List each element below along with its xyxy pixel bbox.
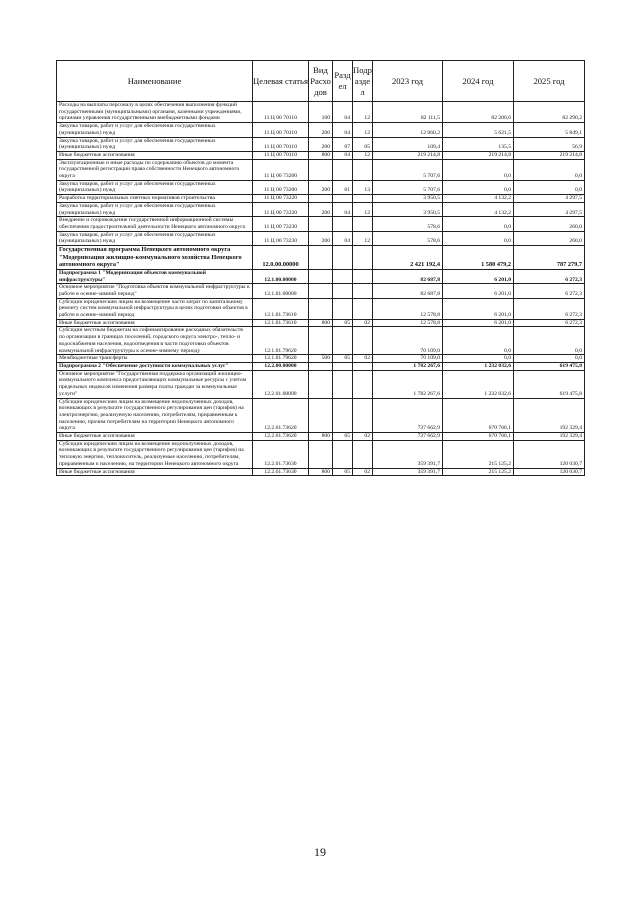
row-2023-cell: 737 662,9 bbox=[373, 398, 443, 433]
row-subsection-cell bbox=[353, 362, 373, 370]
row-name-cell: Закупка товаров, работ и услуг для обеспечения государственных (муниципальных) нужд bbox=[57, 137, 253, 151]
budget-table bbox=[56, 60, 585, 476]
row-2023-cell: 70 109,0 bbox=[373, 355, 443, 363]
row-target-cell: 12.1.01.79620 bbox=[253, 327, 309, 355]
row-kind-cell bbox=[309, 195, 333, 203]
table-row bbox=[57, 433, 585, 441]
row-name-cell: Иные бюджетные ассигнования bbox=[57, 151, 253, 159]
row-subsection-cell: 05 bbox=[353, 137, 373, 151]
row-2025-cell: 787 279,7 bbox=[514, 246, 585, 270]
table-row bbox=[57, 398, 585, 433]
row-subsection-cell: 12 bbox=[353, 102, 373, 123]
row-2025-cell: 6 272,3 bbox=[514, 298, 585, 319]
row-2023-cell: 3 950,5 bbox=[373, 195, 443, 203]
header-section: Разд ел bbox=[333, 61, 353, 102]
row-name-cell: Государственная программа Ненецкого автономного округа "Модернизация жилищно-коммунального хозяйства Ненецкого автономного округа" bbox=[57, 246, 253, 270]
row-name-cell: Закупка товаров, работ и услуг для обеспечения государственных (муниципальных) нужд bbox=[57, 202, 253, 216]
row-section-cell bbox=[333, 370, 353, 398]
row-section-cell bbox=[333, 398, 353, 433]
header-subsection: Подр азде л bbox=[353, 61, 373, 102]
row-section-cell bbox=[333, 362, 353, 370]
table-row bbox=[57, 298, 585, 319]
row-name-cell: Закупка товаров, работ и услуг для обеспечения государственных (муниципальных) нужд bbox=[57, 231, 253, 245]
row-2023-cell: 359 391,7 bbox=[373, 440, 443, 468]
row-name-cell: Субсидии юридическим лицам на возмещение части затрат по капитальному ремонту систем коммунальной инфраструктуры в целях подготовки объектов к работе в осенне-зимний период bbox=[57, 298, 253, 319]
row-kind-cell bbox=[309, 298, 333, 319]
row-name-cell: Субсидии местным бюджетам на софинансирование расходных обязательств по организации в границах поселений, городского округа электро-, тепло- и водоснабжения населения, водоотведения в части подготовки объектов коммунальной инфраструктуры к осенне-зимнему периоду bbox=[57, 327, 253, 355]
row-2024-cell: 215 125,2 bbox=[443, 468, 514, 476]
row-2025-cell: 619 475,8 bbox=[514, 370, 585, 398]
row-2025-cell: 260,0 bbox=[514, 217, 585, 231]
row-2025-cell: 192 329,4 bbox=[514, 433, 585, 441]
row-section-cell: 04 bbox=[333, 202, 353, 216]
row-2025-cell: 219 214,8 bbox=[514, 151, 585, 159]
header-target: Целевая статья bbox=[253, 61, 309, 102]
row-subsection-cell: 12 bbox=[353, 231, 373, 245]
row-2023-cell: 82 111,5 bbox=[373, 102, 443, 123]
row-2024-cell: 6 201,0 bbox=[443, 269, 514, 283]
row-name-cell: Расходы на выплаты персоналу в целях обеспечения выполнения функций государственными (муниципальными) органами, казенными учреждениями, органами управления государственными внебюджетными фондами bbox=[57, 102, 253, 123]
row-kind-cell bbox=[309, 159, 333, 180]
table-row bbox=[57, 370, 585, 398]
row-name-cell: Закупка товаров, работ и услуг для обеспечения государственных (муниципальных) нужд bbox=[57, 123, 253, 137]
row-name-cell: Подпрограмма 2 "Обеспечение доступности коммунальных услуг" bbox=[57, 362, 253, 370]
row-section-cell bbox=[333, 195, 353, 203]
row-section-cell: 04 bbox=[333, 151, 353, 159]
row-section-cell: 04 bbox=[333, 123, 353, 137]
row-name-cell: Основное мероприятие "Государственная поддержка организаций жилищно-коммунального комплекса предоставляющих коммунальные ресурсы с учетом предельных индексов изменения размера платы граждан за коммунальные услуги" bbox=[57, 370, 253, 398]
row-2023-cell: 5 707,6 bbox=[373, 159, 443, 180]
row-2024-cell: 0,0 bbox=[443, 231, 514, 245]
row-subsection-cell: 02 bbox=[353, 468, 373, 476]
row-2024-cell: 82 200,6 bbox=[443, 102, 514, 123]
table-row bbox=[57, 327, 585, 355]
row-2025-cell: 6 272,3 bbox=[514, 319, 585, 327]
row-2024-cell: 0,0 bbox=[443, 217, 514, 231]
row-section-cell bbox=[333, 440, 353, 468]
row-section-cell bbox=[333, 159, 353, 180]
row-subsection-cell bbox=[353, 327, 373, 355]
row-target-cell: 11 Ц 00 70110 bbox=[253, 123, 309, 137]
table-row bbox=[57, 231, 585, 245]
row-kind-cell: 800 bbox=[309, 151, 333, 159]
row-2024-cell: 4 132,2 bbox=[443, 202, 514, 216]
table-row bbox=[57, 151, 585, 159]
row-subsection-cell: 12 bbox=[353, 123, 373, 137]
header-name: Наименование bbox=[57, 61, 253, 102]
row-section-cell: 01 bbox=[333, 180, 353, 194]
row-2025-cell: 192 329,4 bbox=[514, 398, 585, 433]
row-2023-cell: 578,6 bbox=[373, 217, 443, 231]
row-2023-cell: 737 662,9 bbox=[373, 433, 443, 441]
row-2025-cell: 6 272,3 bbox=[514, 284, 585, 298]
row-kind-cell bbox=[309, 362, 333, 370]
row-target-cell: 11 Ц 00 70110 bbox=[253, 102, 309, 123]
row-2024-cell: 5 621,5 bbox=[443, 123, 514, 137]
row-2024-cell: 670 766,1 bbox=[443, 433, 514, 441]
row-subsection-cell: 02 bbox=[353, 355, 373, 363]
row-2024-cell: 0,0 bbox=[443, 180, 514, 194]
row-name-cell: Закупка товаров, работ и услуг для обеспечения государственных (муниципальных) нужд bbox=[57, 180, 253, 194]
row-2025-cell: 619 475,8 bbox=[514, 362, 585, 370]
row-name-cell: Разработка территориальных сметных нормативов строительства bbox=[57, 195, 253, 203]
row-2023-cell: 578,6 bbox=[373, 231, 443, 245]
row-kind-cell: 200 bbox=[309, 123, 333, 137]
row-target-cell: 11 Ц 00 70110 bbox=[253, 137, 309, 151]
row-target-cell: 12.2.01.73620 bbox=[253, 398, 309, 433]
table-row bbox=[57, 319, 585, 327]
row-2023-cell: 1 782 267,6 bbox=[373, 362, 443, 370]
row-2025-cell: 120 030,7 bbox=[514, 440, 585, 468]
row-target-cell: 11 Ц 00 73200 bbox=[253, 159, 309, 180]
row-section-cell: 05 bbox=[333, 319, 353, 327]
row-target-cell: 11 Ц 00 73230 bbox=[253, 217, 309, 231]
row-target-cell: 11 Ц 00 70110 bbox=[253, 151, 309, 159]
table-row bbox=[57, 440, 585, 468]
row-2024-cell: 0,0 bbox=[443, 327, 514, 355]
row-target-cell: 12.2.00.00000 bbox=[253, 362, 309, 370]
header-kind: Вид Расхо дов bbox=[309, 61, 333, 102]
row-kind-cell bbox=[309, 284, 333, 298]
table-body bbox=[57, 102, 585, 476]
row-2025-cell: 0,0 bbox=[514, 159, 585, 180]
table-row bbox=[57, 246, 585, 270]
row-name-cell: Иные бюджетные ассигнования bbox=[57, 433, 253, 441]
row-kind-cell bbox=[309, 269, 333, 283]
row-2023-cell: 82 687,8 bbox=[373, 284, 443, 298]
row-name-cell: Основное мероприятие "Подготовка объектов коммунальной инфраструктуры к работе в осенне-зимний период" bbox=[57, 284, 253, 298]
row-2023-cell: 5 707,6 bbox=[373, 180, 443, 194]
row-subsection-cell: 02 bbox=[353, 319, 373, 327]
row-target-cell: 12.2.01.00000 bbox=[253, 370, 309, 398]
row-section-cell bbox=[333, 269, 353, 283]
row-target-cell: 12.1.01.79620 bbox=[253, 355, 309, 363]
row-kind-cell: 800 bbox=[309, 433, 333, 441]
table-row bbox=[57, 137, 585, 151]
row-2024-cell: 6 201,0 bbox=[443, 319, 514, 327]
row-target-cell: 12.2.01.73630 bbox=[253, 440, 309, 468]
row-2024-cell: 4 132,2 bbox=[443, 195, 514, 203]
row-2024-cell: 6 201,0 bbox=[443, 298, 514, 319]
table-row bbox=[57, 217, 585, 231]
row-target-cell: 12.1.01.73610 bbox=[253, 319, 309, 327]
row-target-cell: 12.2.01.73620 bbox=[253, 433, 309, 441]
row-subsection-cell bbox=[353, 217, 373, 231]
row-name-cell: Внедрение и сопровождение государственной информационной системы обеспечения градостроительной деятельности Ненецкого автономного округа bbox=[57, 217, 253, 231]
row-kind-cell: 100 bbox=[309, 102, 333, 123]
row-kind-cell bbox=[309, 398, 333, 433]
row-subsection-cell bbox=[353, 246, 373, 270]
row-kind-cell: 800 bbox=[309, 468, 333, 476]
row-2024-cell: 6 201,0 bbox=[443, 284, 514, 298]
table-row bbox=[57, 355, 585, 363]
row-subsection-cell bbox=[353, 159, 373, 180]
row-section-cell bbox=[333, 327, 353, 355]
row-subsection-cell: 13 bbox=[353, 180, 373, 194]
row-section-cell bbox=[333, 246, 353, 270]
row-kind-cell bbox=[309, 217, 333, 231]
row-section-cell bbox=[333, 217, 353, 231]
row-2024-cell: 670 766,1 bbox=[443, 398, 514, 433]
row-kind-cell: 200 bbox=[309, 231, 333, 245]
page-number: 19 bbox=[314, 845, 326, 859]
row-2023-cell: 70 109,0 bbox=[373, 327, 443, 355]
row-2023-cell: 1 782 267,6 bbox=[373, 370, 443, 398]
row-2023-cell: 219 214,8 bbox=[373, 151, 443, 159]
table-row bbox=[57, 202, 585, 216]
row-2025-cell: 0,0 bbox=[514, 327, 585, 355]
row-2025-cell: 82 290,2 bbox=[514, 102, 585, 123]
table-row bbox=[57, 269, 585, 283]
row-section-cell bbox=[333, 298, 353, 319]
row-section-cell: 05 bbox=[333, 433, 353, 441]
row-subsection-cell: 12 bbox=[353, 151, 373, 159]
table-row bbox=[57, 159, 585, 180]
row-2024-cell: 215 125,2 bbox=[443, 440, 514, 468]
header-2025: 2025 год bbox=[514, 61, 585, 102]
row-target-cell: 12.1.01.00000 bbox=[253, 284, 309, 298]
row-section-cell: 04 bbox=[333, 231, 353, 245]
row-2024-cell: 1 232 032,6 bbox=[443, 362, 514, 370]
row-target-cell: 11 Ц 00 73200 bbox=[253, 180, 309, 194]
row-subsection-cell: 02 bbox=[353, 433, 373, 441]
row-2024-cell: 0,0 bbox=[443, 355, 514, 363]
row-subsection-cell bbox=[353, 370, 373, 398]
row-name-cell: Подпрограмма 1 "Модернизация объектов коммунальной инфраструктуры" bbox=[57, 269, 253, 283]
table-row bbox=[57, 180, 585, 194]
row-target-cell: 12.0.00.00000 bbox=[253, 246, 309, 270]
budget-sheet bbox=[56, 60, 584, 476]
table-row bbox=[57, 468, 585, 476]
row-name-cell: Иные бюджетные ассигнования bbox=[57, 319, 253, 327]
row-subsection-cell bbox=[353, 398, 373, 433]
row-subsection-cell bbox=[353, 440, 373, 468]
row-target-cell: 11 Ц 00 73230 bbox=[253, 231, 309, 245]
row-section-cell: 05 bbox=[333, 468, 353, 476]
row-subsection-cell bbox=[353, 195, 373, 203]
header-2023: 2023 год bbox=[373, 61, 443, 102]
row-subsection-cell bbox=[353, 298, 373, 319]
row-2023-cell: 3 950,5 bbox=[373, 202, 443, 216]
table-row bbox=[57, 102, 585, 123]
row-target-cell: 12.2.01.73630 bbox=[253, 468, 309, 476]
row-section-cell: 05 bbox=[333, 355, 353, 363]
row-2024-cell: 135,5 bbox=[443, 137, 514, 151]
row-2025-cell: 5 849,1 bbox=[514, 123, 585, 137]
row-kind-cell: 200 bbox=[309, 137, 333, 151]
row-kind-cell: 200 bbox=[309, 180, 333, 194]
row-kind-cell: 200 bbox=[309, 202, 333, 216]
table-row bbox=[57, 123, 585, 137]
row-target-cell: 12.1.01.73610 bbox=[253, 298, 309, 319]
row-section-cell bbox=[333, 284, 353, 298]
row-kind-cell: 500 bbox=[309, 355, 333, 363]
row-subsection-cell bbox=[353, 269, 373, 283]
row-name-cell: Иные бюджетные ассигнования bbox=[57, 468, 253, 476]
row-2023-cell: 2 421 192,4 bbox=[373, 246, 443, 270]
row-name-cell: Межбюджетные трансферты bbox=[57, 355, 253, 363]
row-2023-cell: 12 578,8 bbox=[373, 319, 443, 327]
row-2025-cell: 260,0 bbox=[514, 231, 585, 245]
row-target-cell: 11 Ц 00 73220 bbox=[253, 195, 309, 203]
row-2025-cell: 0,0 bbox=[514, 180, 585, 194]
row-2024-cell: 0,0 bbox=[443, 159, 514, 180]
table-header-row bbox=[57, 61, 585, 102]
row-2023-cell: 82 687,8 bbox=[373, 269, 443, 283]
row-2025-cell: 120 030,7 bbox=[514, 468, 585, 476]
row-2025-cell: 4 297,5 bbox=[514, 202, 585, 216]
row-name-cell: Субсидии юридическим лицам на возмещение недополученных доходов, возникающих в результате государственного регулирования цен (тарифов) на электроэнергию, реализуемую населению, потребителям, приравненным к населению, прочим потребителям на территории Ненецкого автономного округа bbox=[57, 398, 253, 433]
row-2025-cell: 4 297,5 bbox=[514, 195, 585, 203]
row-kind-cell bbox=[309, 327, 333, 355]
header-2024: 2024 год bbox=[443, 61, 514, 102]
row-kind-cell bbox=[309, 246, 333, 270]
row-2023-cell: 109,4 bbox=[373, 137, 443, 151]
row-2023-cell: 12 060,2 bbox=[373, 123, 443, 137]
row-name-cell: Эксплуатационные и иные расходы по содержанию объектов до момента государственной регистрации права собственности Ненецкого автономного округа bbox=[57, 159, 253, 180]
table-row bbox=[57, 362, 585, 370]
row-2023-cell: 12 578,8 bbox=[373, 298, 443, 319]
row-2025-cell: 56,9 bbox=[514, 137, 585, 151]
row-target-cell: 11 Ц 00 73220 bbox=[253, 202, 309, 216]
row-name-cell: Субсидии юридическим лицам на возмещение недополученных доходов, возникающих в результате государственного регулирования цен (тарифов) на тепловую энергию, теплоноситель, реализуемые населению, потребителям, приравненным к населению, на территории Ненецкого автономного округа bbox=[57, 440, 253, 468]
row-kind-cell: 800 bbox=[309, 319, 333, 327]
row-2023-cell: 359 391,7 bbox=[373, 468, 443, 476]
row-2025-cell: 6 272,3 bbox=[514, 269, 585, 283]
row-2025-cell: 0,0 bbox=[514, 355, 585, 363]
row-subsection-cell: 12 bbox=[353, 202, 373, 216]
row-section-cell: 04 bbox=[333, 102, 353, 123]
row-2024-cell: 219 214,8 bbox=[443, 151, 514, 159]
row-2024-cell: 1 232 032,6 bbox=[443, 370, 514, 398]
row-2024-cell: 1 580 479,2 bbox=[443, 246, 514, 270]
row-kind-cell bbox=[309, 370, 333, 398]
row-subsection-cell bbox=[353, 284, 373, 298]
table-row bbox=[57, 284, 585, 298]
row-kind-cell bbox=[309, 440, 333, 468]
row-target-cell: 12.1.00.00000 bbox=[253, 269, 309, 283]
table-row bbox=[57, 195, 585, 203]
row-section-cell: 07 bbox=[333, 137, 353, 151]
